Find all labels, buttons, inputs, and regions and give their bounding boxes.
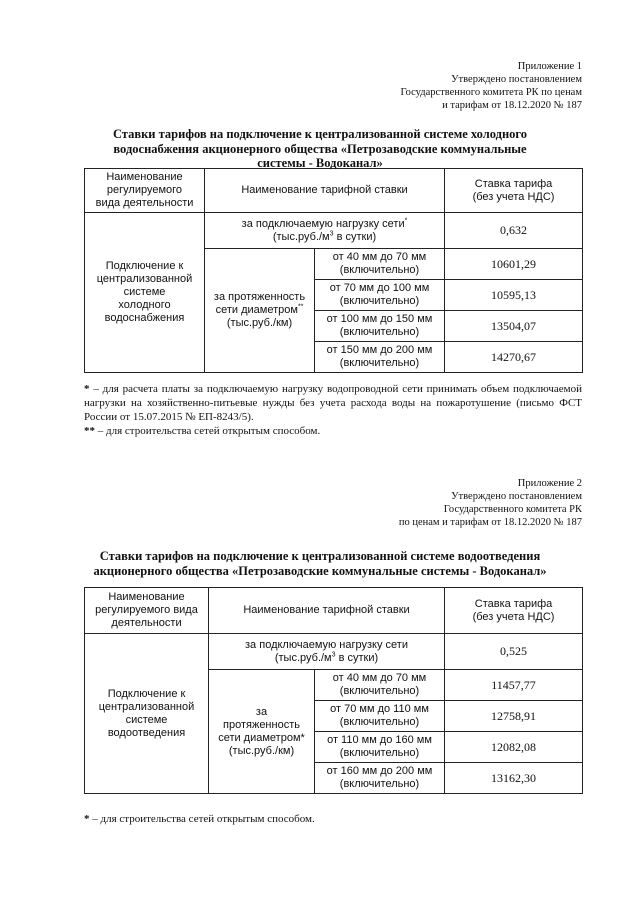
table-2-footnotes (84, 812, 582, 826)
diameter-range: от 110 мм до 160 мм (включительно) (315, 732, 445, 763)
rate-value: 10595,13 (445, 280, 583, 311)
table-row (85, 634, 583, 670)
appendix-2-line: Приложение 2 (517, 478, 582, 489)
length-rate-cell: за протяженность сети диаметром* (тыс.руб./км) (209, 670, 315, 794)
appendix-2-line: Государственного комитета РК (443, 504, 582, 515)
length-rate-cell: за протяженность сети диаметром** (тыс.руб./км) (205, 249, 315, 373)
diameter-range: от 70 мм до 100 мм (включительно) (315, 280, 445, 311)
rate-value: 0,525 (445, 634, 583, 670)
rate-value: 11457,77 (445, 670, 583, 701)
activity-cell: Подключение к централизованной системе водоотведения (85, 634, 209, 794)
appendix-1-line: Приложение 1 (517, 61, 582, 72)
rate-value: 0,632 (445, 213, 583, 249)
appendix-2-header (399, 477, 582, 529)
header-rate-name: Наименование тарифной ставки (209, 588, 445, 634)
rate-value: 13162,30 (445, 763, 583, 794)
load-rate-cell: за подключаемую нагрузку сети* ($тыс.руб./м^3$ в сутки) (205, 213, 445, 249)
activity-cell: Подключение к централизованной системе холодного водоснабжения (85, 213, 205, 373)
load-rate-cell: за подключаемую нагрузку сети ($тыс.руб./м^3$ в сутки) (209, 634, 445, 670)
rate-value: 12758,91 (445, 701, 583, 732)
appendix-1-line: Утверждено постановлением (451, 74, 582, 85)
table-2-title-line: акционерного общества «Петрозаводские коммунальные системы - Водоканал» (93, 563, 547, 578)
header-activity: Наименование регулируемого вида деятельности (85, 169, 205, 213)
appendix-2-line: Утверждено постановлением (451, 491, 582, 502)
footnote: * – для расчета платы за подключаемую нагрузку водопроводной сети принимать объем подключаемой нагрузки на хозяйственно-питьевые нужды без учета расхода воды на пожаротушение (письмо ФСТ России от 15.07.2015 № ЕП-8243/5). (84, 383, 582, 423)
table-1-title (85, 127, 555, 171)
table-1-footnotes (84, 382, 582, 438)
diameter-range: от 100 мм до 150 мм (включительно) (315, 311, 445, 342)
header-activity: Наименование регулируемого вида деятельности (85, 588, 209, 634)
tariff-table-water-supply (84, 168, 583, 373)
header-rate-name: Наименование тарифной ставки (205, 169, 445, 213)
rate-value: 12082,08 (445, 732, 583, 763)
footnote: ** – для строительства сетей открытым способом. (84, 425, 321, 437)
diameter-range: от 70 мм до 110 мм (включительно) (315, 701, 445, 732)
table-1-title-line: водоснабжения акционерного общества «Петрозаводские коммунальные (113, 141, 527, 156)
diameter-range: от 150 мм до 200 мм (включительно) (315, 342, 445, 373)
table-header-row (85, 169, 583, 213)
table-header-row (85, 588, 583, 634)
appendix-1-line: и тарифам от 18.12.2020 № 187 (442, 100, 582, 111)
table-1-title-line: Ставки тарифов на подключение к централизованной системе холодного (112, 127, 528, 141)
diameter-range: от 40 мм до 70 мм (включительно) (315, 670, 445, 701)
table-1-title-line: системы - Водоканал» (257, 156, 383, 170)
rate-value: 14270,67 (445, 342, 583, 373)
footnote: * – для строительства сетей открытым способом. (84, 813, 315, 825)
diameter-range: от 40 мм до 70 мм (включительно) (315, 249, 445, 280)
table-2-title (85, 549, 555, 578)
header-rate-value: Ставка тарифа (без учета НДС) (445, 169, 583, 213)
header-rate-value: Ставка тарифа (без учета НДС) (445, 588, 583, 634)
appendix-2-line: по ценам и тарифам от 18.12.2020 № 187 (398, 517, 582, 528)
table-row (85, 213, 583, 249)
table-2-title-line: Ставки тарифов на подключение к централизованной системе водоотведения (99, 549, 541, 563)
appendix-1-line: Государственного комитета РК по ценам (400, 87, 582, 98)
diameter-range: от 160 мм до 200 мм (включительно) (315, 763, 445, 794)
rate-value: 10601,29 (445, 249, 583, 280)
tariff-table-wastewater (84, 587, 583, 794)
rate-value: 13504,07 (445, 311, 583, 342)
appendix-1-header (400, 60, 582, 112)
